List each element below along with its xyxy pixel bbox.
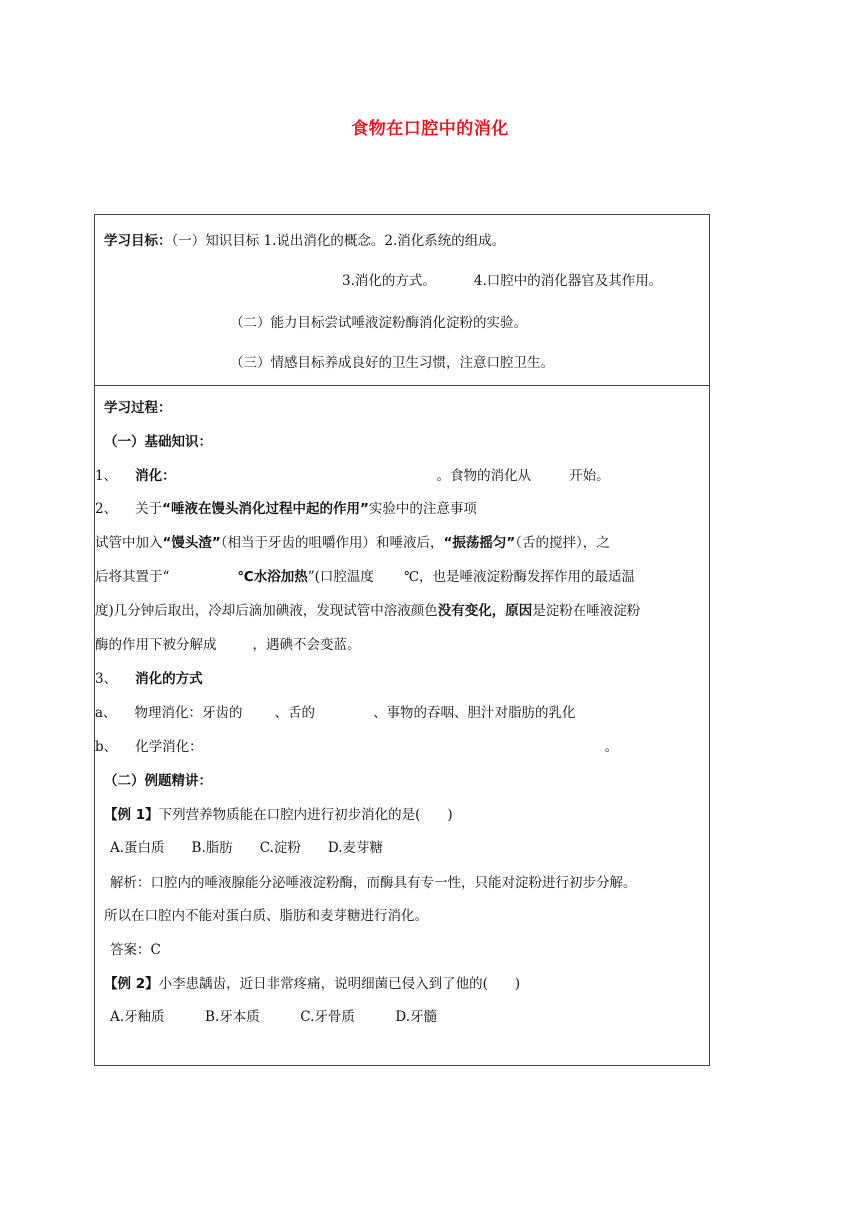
item-1-label: 消化：: [135, 468, 176, 484]
objectives-line-3: （二）能力目标尝试唾液淀粉酶消化淀粉的实验。: [230, 315, 527, 331]
item-3: [95, 670, 203, 688]
process-label: 学习过程：: [104, 400, 172, 416]
item-1-tail-b: 开始。: [569, 468, 610, 484]
text: 下列营养物质能在口腔内进行初步消化的是( ): [158, 807, 453, 823]
item-3a: [95, 704, 576, 722]
examples-heading: （二）例题精讲：: [104, 773, 212, 789]
text: ℃，也是唾液淀粉酶发挥作用的最适温: [403, 569, 636, 585]
example-2-options: A.牙釉质 B.牙本质 C.牙骨质 D.牙髓: [110, 1009, 438, 1025]
item-2-post: 实验中的注意事项: [368, 501, 477, 517]
item-2-paragraph-4: [95, 636, 361, 654]
example-1-analysis-2: 所以在口腔内不能对蛋白质、脂肪和麦芽糖进行消化。: [104, 908, 428, 924]
example-2-question: [104, 975, 520, 993]
bold-text: ℃水浴加热: [237, 569, 308, 585]
item-3a-number: a、: [95, 705, 117, 721]
text: ”(口腔温度: [307, 569, 374, 585]
item-2: [95, 500, 477, 518]
item-2-pre: 关于: [135, 501, 163, 517]
example-1-answer: 答案：C: [110, 942, 161, 958]
text: 小李患龋齿，近日非常疼痛，说明细菌已侵入到了他的( ): [158, 976, 521, 992]
example-1-options: A.蛋白质 B.脂肪 C.淀粉 D.麦芽糖: [110, 840, 384, 856]
item-2-number: 2、: [95, 501, 118, 517]
objectives-line-2: [342, 272, 662, 290]
text: （相当于牙齿的咀嚼作用）和唾液后，: [220, 535, 444, 551]
item-1-tail-a: 。食物的消化从: [436, 468, 532, 484]
objectives-line-1: [104, 232, 505, 250]
item-3b: [95, 738, 618, 756]
example-2-tag: 【例 2】: [104, 976, 159, 992]
example-1-analysis-1: 解析：口腔内的唾液腺能分泌唾液淀粉酶，而酶具有专一性，只能对淀粉进行初步分解。: [110, 875, 637, 891]
item-3b-number: b、: [95, 739, 118, 755]
objectives-text-1: （一）知识目标 1.说出消化的概念。2.消化系统的组成。: [171, 233, 506, 249]
bold-text: “振荡摇匀”: [443, 535, 516, 551]
item-3-number: 3、: [95, 671, 118, 687]
objectives-text-2a: 3.消化的方式。: [342, 273, 436, 289]
text: 化学消化：: [135, 739, 203, 755]
objectives-text-2b: 4.口腔中的消化器官及其作用。: [473, 273, 663, 289]
text: 、事物的吞咽、胆汁对脂肪的乳化: [373, 705, 576, 721]
table-divider: [94, 385, 710, 386]
item-1: [95, 467, 610, 485]
text: 后将其置于“: [95, 569, 170, 585]
bold-text: “馒头渣”: [162, 535, 221, 551]
example-1-tag: 【例 1】: [104, 807, 159, 823]
page-title: 食物在口腔中的消化: [351, 119, 509, 139]
basics-heading: （一）基础知识：: [104, 434, 212, 450]
text: 、舌的: [274, 705, 316, 721]
text: （舌的搅拌），之: [515, 535, 610, 551]
text: 是淀粉在唾液淀粉: [532, 603, 641, 619]
bold-text: 没有变化，原因: [437, 603, 533, 619]
text: 酶的作用下被分解成: [95, 637, 217, 653]
item-2-bold: “唾液在馒头消化过程中起的作用”: [162, 501, 369, 517]
text: 物理消化：牙齿的: [134, 705, 243, 721]
example-1-question: [104, 806, 453, 824]
item-2-paragraph-1: [95, 534, 610, 552]
text: 度)几分钟后取出，冷却后滴加碘液，发现试管中溶液颜色: [95, 603, 438, 619]
text: ，遇碘不会变蓝。: [252, 637, 361, 653]
objectives-line-4: （三）情感目标养成良好的卫生习惯，注意口腔卫生。: [230, 355, 554, 371]
item-3-label: 消化的方式: [135, 671, 203, 687]
item-2-paragraph-2: [95, 568, 635, 586]
item-1-number: 1、: [95, 468, 118, 484]
text: 试管中加入: [95, 535, 163, 551]
item-2-paragraph-3: [95, 602, 640, 620]
text: 。: [604, 739, 619, 755]
objectives-label: 学习目标：: [104, 233, 172, 249]
